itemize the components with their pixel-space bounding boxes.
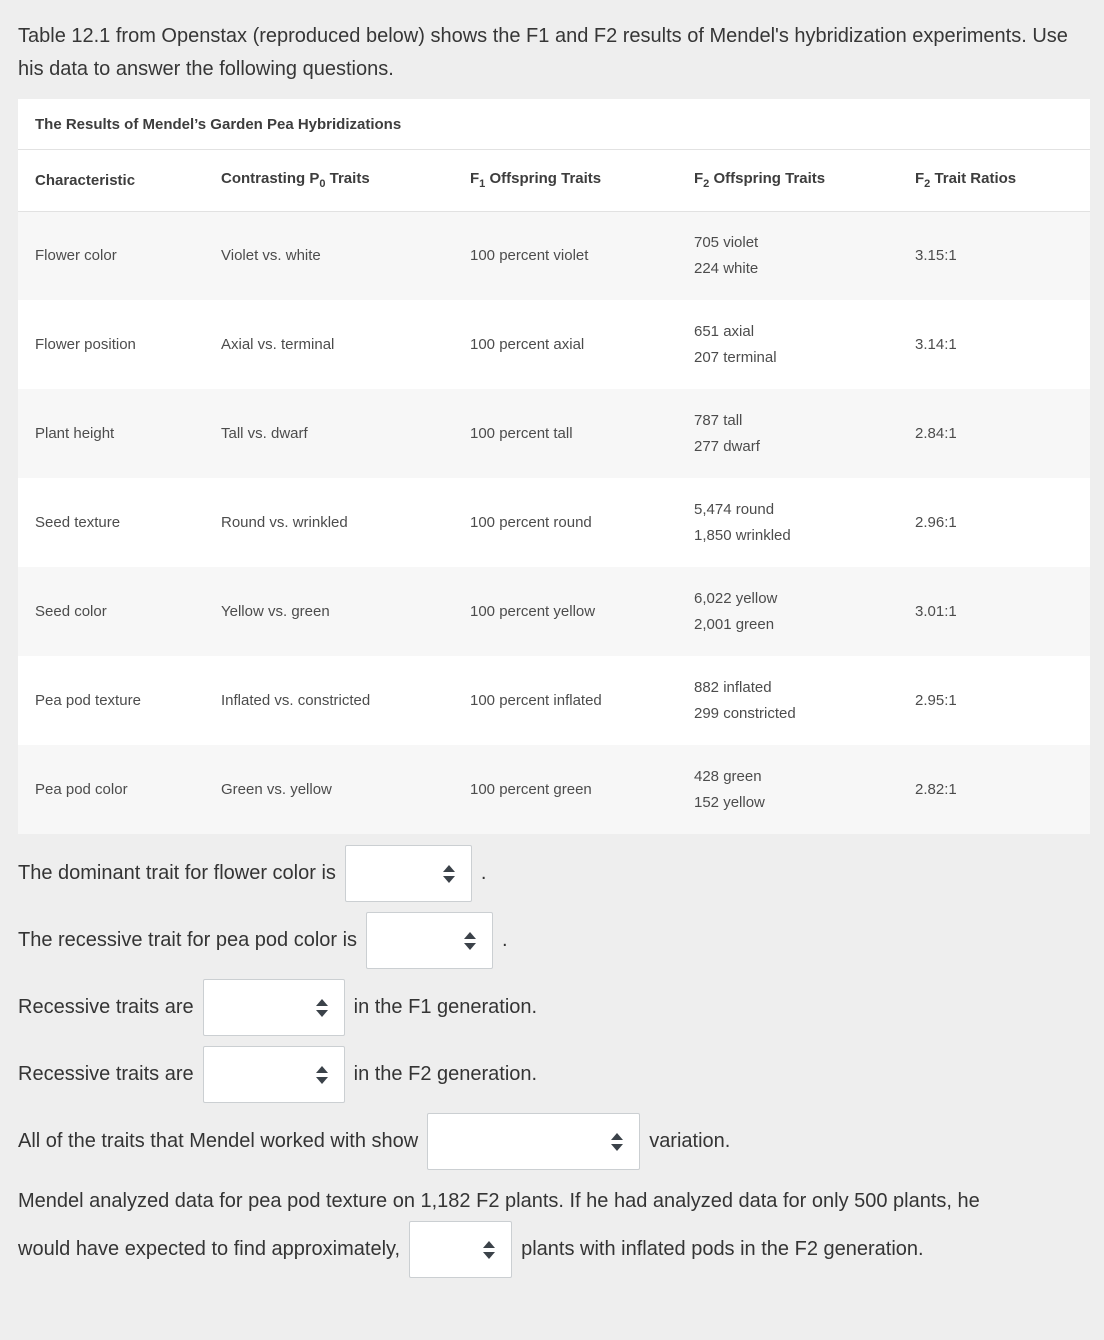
question-text: Recessive traits are (18, 996, 194, 1018)
cell-f2-ratio: 3.14:1 (915, 335, 957, 353)
table-row (18, 567, 1090, 656)
question-text: The recessive trait for pea pod color is (18, 929, 358, 951)
cell-f1-traits: 100 percent tall (470, 424, 573, 442)
question-text: in the F2 generation. (353, 1063, 538, 1085)
col-header-f2-traits: $F_2$ Offspring Traits (677, 150, 898, 211)
cell-f2-traits: 651 axial 207 terminal (694, 322, 777, 366)
cell-f2-traits: 6,022 yellow 2,001 green (694, 589, 778, 633)
cell-f1-traits: 100 percent yellow (470, 602, 596, 620)
recessive-f1-select[interactable] (203, 979, 345, 1036)
cell-f2-ratio: 3.01:1 (915, 602, 957, 620)
results-table-panel (18, 99, 1090, 834)
table-header-row (18, 150, 1090, 211)
cell-p0-traits: Yellow vs. green (221, 602, 330, 620)
select-arrows-icon (315, 1065, 329, 1085)
cell-p0-traits: Axial vs. terminal (221, 335, 335, 353)
question-recessive-f1 (18, 979, 1090, 1036)
cell-p0-traits: Inflated vs. constricted (221, 691, 371, 709)
question-expected-inflated-pods (18, 1180, 1090, 1278)
mendel-results-table (18, 150, 1090, 834)
question-text: . (480, 862, 487, 884)
cell-characteristic: Pea pod texture (35, 691, 141, 709)
cell-f1-traits: 100 percent round (470, 513, 592, 531)
table-row (18, 300, 1090, 389)
cell-f2-ratio: 2.84:1 (915, 424, 957, 442)
select-arrows-icon (442, 864, 456, 884)
cell-f1-traits: 100 percent inflated (470, 691, 602, 709)
select-arrows-icon (463, 931, 477, 951)
question-text: . (502, 929, 508, 951)
question-text: All of the traits that Mendel worked with show (18, 1130, 419, 1152)
question-recessive-pea-pod-color (18, 912, 1090, 969)
cell-f1-traits: 100 percent green (470, 780, 592, 798)
cell-p0-traits: Green vs. yellow (221, 780, 332, 798)
cell-characteristic: Flower position (35, 335, 136, 353)
cell-f2-ratio: 3.15:1 (915, 246, 957, 264)
expected-inflated-count-select[interactable] (409, 1221, 512, 1278)
table-row (18, 478, 1090, 567)
recessive-f2-select[interactable] (203, 1046, 345, 1103)
cell-f2-ratio: 2.82:1 (915, 780, 957, 798)
cell-f2-traits: 787 tall 277 dwarf (694, 411, 760, 455)
question-dominant-flower-color (18, 845, 1090, 902)
table-row (18, 389, 1090, 478)
question-text: Mendel analyzed data for pea pod texture on 1,182 F2 plants. If he had analyzed data for only 500 plants, he (18, 1190, 980, 1212)
cell-f2-traits: 5,474 round 1,850 wrinkled (694, 500, 791, 544)
cell-p0-traits: Violet vs. white (221, 246, 321, 264)
cell-f2-traits: 428 green 152 yellow (694, 767, 765, 811)
dominant-flower-color-select[interactable] (345, 845, 472, 902)
question-text: The dominant trait for flower color is (18, 862, 336, 884)
question-text: in the F1 generation. (353, 996, 538, 1018)
cell-p0-traits: Tall vs. dwarf (221, 424, 308, 442)
cell-f2-ratio: 2.95:1 (915, 691, 957, 709)
question-text: variation. (649, 1130, 731, 1152)
select-arrows-icon (315, 998, 329, 1018)
cell-f1-traits: 100 percent violet (470, 246, 589, 264)
cell-characteristic: Pea pod color (35, 780, 128, 798)
cell-characteristic: Plant height (35, 424, 115, 442)
cell-f1-traits: 100 percent axial (470, 335, 585, 353)
question-variation-type (18, 1113, 1090, 1170)
table-row (18, 656, 1090, 745)
col-header-f2-ratios: $F_2$ Trait Ratios (898, 150, 1090, 211)
table-row (18, 211, 1090, 300)
cell-f2-traits: 882 inflated 299 constricted (694, 678, 796, 722)
variation-type-select[interactable] (427, 1113, 640, 1170)
select-arrows-icon (482, 1240, 496, 1260)
cell-f2-traits: 705 violet 224 white (694, 233, 759, 277)
cell-characteristic: Seed color (35, 602, 107, 620)
col-header-p0-traits: Contrasting $P_0$ Traits (204, 150, 453, 211)
table-title: The Results of Mendel’s Garden Pea Hybridizations (18, 99, 1090, 150)
cell-characteristic: Flower color (35, 246, 117, 264)
select-arrows-icon (610, 1132, 624, 1152)
cell-characteristic: Seed texture (35, 513, 121, 531)
cell-p0-traits: Round vs. wrinkled (221, 513, 348, 531)
col-header-f1-traits: $F_1$ Offspring Traits (453, 150, 677, 211)
recessive-pea-pod-color-select[interactable] (366, 912, 493, 969)
question-text: Recessive traits are (18, 1063, 194, 1085)
question-text: plants with inflated pods in the F2 generation. (521, 1238, 924, 1260)
intro-text: Table 12.1 from Openstax (reproduced below) shows the F1 and F2 results of Mendel's hybridization experiments. Use his data to answer the following questions. (18, 25, 1068, 80)
table-row (18, 745, 1090, 834)
question-text: would have expected to find approximately, (18, 1238, 401, 1260)
cell-f2-ratio: 2.96:1 (915, 513, 957, 531)
col-header-characteristic: Characteristic (18, 150, 204, 211)
question-recessive-f2 (18, 1046, 1090, 1103)
questions-section (18, 845, 1090, 1278)
